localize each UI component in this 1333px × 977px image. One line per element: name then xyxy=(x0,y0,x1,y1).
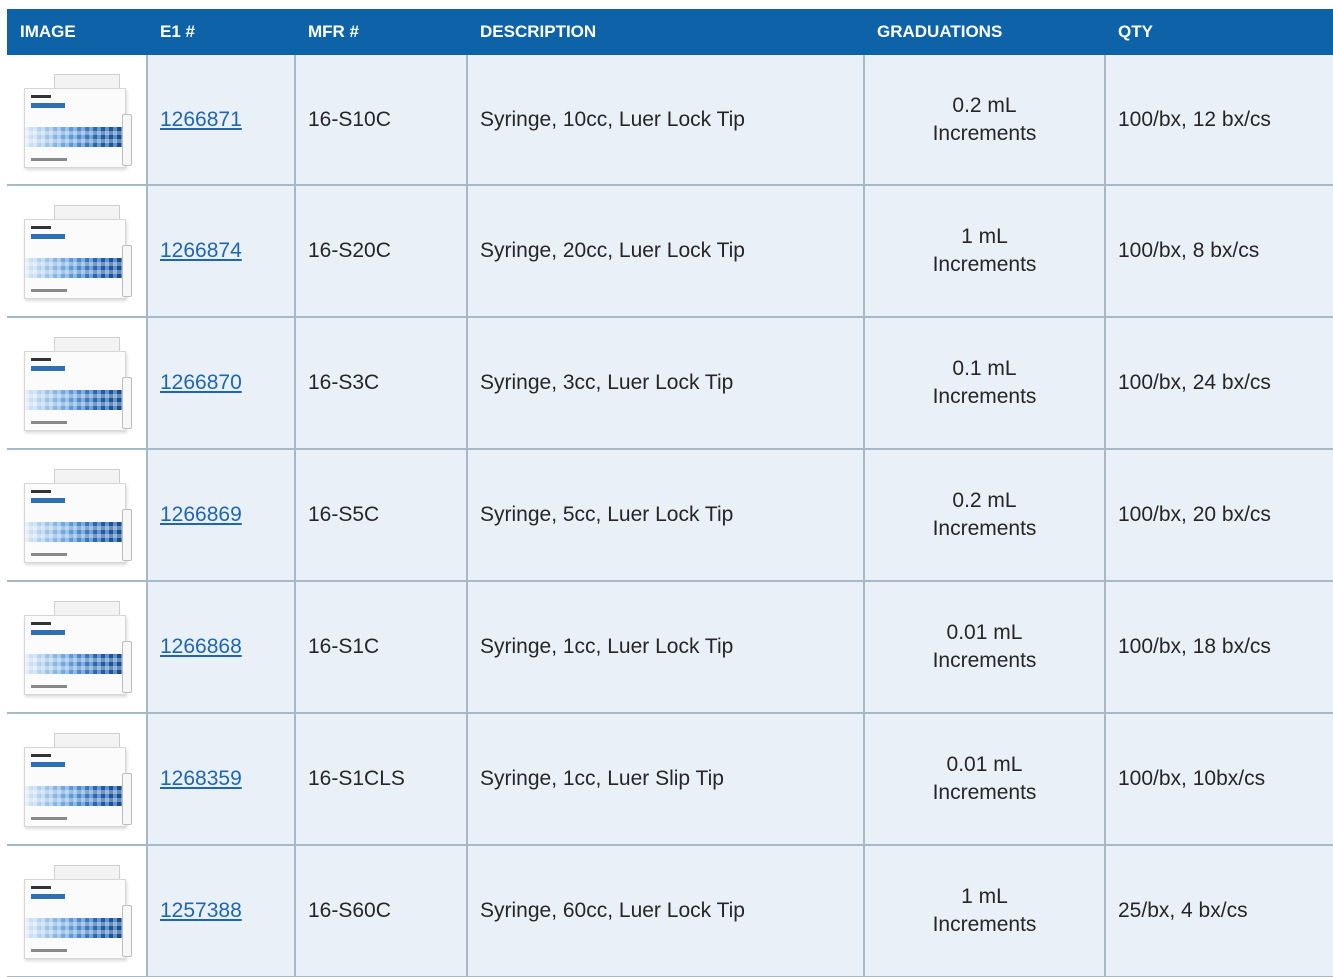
mfr-cell: 16-S5C xyxy=(296,450,468,580)
e1-cell xyxy=(148,450,296,580)
table-row xyxy=(7,186,1333,318)
graduation-value: 0.01 mL xyxy=(946,753,1023,776)
qty-cell: 100/bx, 8 bx/cs xyxy=(1118,239,1260,262)
graduation-unit-label: Increments xyxy=(932,781,1037,804)
description-cell: Syringe, 5cc, Luer Lock Tip xyxy=(468,450,865,580)
e1-cell xyxy=(148,582,296,712)
header-graduations: GRADUATIONS xyxy=(877,22,1003,41)
table-row xyxy=(7,318,1333,450)
graduations-cell xyxy=(865,582,1106,712)
graduations-cell xyxy=(865,450,1106,580)
mfr-cell: 16-S60C xyxy=(296,846,468,976)
graduations-cell xyxy=(865,55,1106,184)
table-row xyxy=(7,714,1333,846)
qty-cell: 25/bx, 4 bx/cs xyxy=(1118,899,1248,922)
table-header xyxy=(7,9,1333,55)
graduations-cell xyxy=(865,846,1106,976)
graduation-unit-label: Increments xyxy=(932,517,1037,540)
e1-cell xyxy=(148,714,296,844)
syringe-box-3cc-image xyxy=(18,333,136,433)
product-image-cell xyxy=(7,186,148,316)
mfr-cell: 16-S1C xyxy=(296,582,468,712)
e1-link[interactable]: 1266868 xyxy=(160,635,242,658)
qty-cell: 100/bx, 18 bx/cs xyxy=(1118,635,1271,658)
e1-cell xyxy=(148,186,296,316)
header-mfr: MFR # xyxy=(308,22,359,41)
table-row xyxy=(7,846,1333,977)
e1-link[interactable]: 1266869 xyxy=(160,503,242,526)
header-qty: QTY xyxy=(1118,22,1153,41)
e1-cell xyxy=(148,55,296,184)
product-image-cell xyxy=(7,450,148,580)
header-image: IMAGE xyxy=(20,22,76,41)
graduation-value: 0.2 mL xyxy=(952,489,1017,512)
e1-link[interactable]: 1266874 xyxy=(160,239,242,262)
description-cell: Syringe, 20cc, Luer Lock Tip xyxy=(468,186,865,316)
syringe-box-1cc-image xyxy=(18,597,136,697)
graduation-value: 1 mL xyxy=(961,885,1008,908)
syringe-box-60cc-image xyxy=(18,861,136,961)
description-cell: Syringe, 1cc, Luer Slip Tip xyxy=(468,714,865,844)
header-description: DESCRIPTION xyxy=(480,22,597,41)
graduation-unit-label: Increments xyxy=(932,913,1037,936)
syringe-box-20cc-image xyxy=(18,201,136,301)
qty-cell: 100/bx, 12 bx/cs xyxy=(1118,107,1271,131)
syringe-box-5cc-image xyxy=(18,465,136,565)
description-cell: Syringe, 1cc, Luer Lock Tip xyxy=(468,582,865,712)
graduation-unit-label: Increments xyxy=(932,121,1037,145)
e1-link[interactable]: 1266871 xyxy=(160,107,242,131)
e1-link[interactable]: 1257388 xyxy=(160,899,242,922)
mfr-cell: 16-S1CLS xyxy=(296,714,468,844)
graduation-value: 0.2 mL xyxy=(952,93,1017,117)
graduations-cell xyxy=(865,186,1106,316)
graduation-unit-label: Increments xyxy=(932,385,1037,408)
mfr-cell: 16-S20C xyxy=(296,186,468,316)
graduation-unit-label: Increments xyxy=(932,253,1037,276)
table-body xyxy=(7,55,1333,977)
product-table xyxy=(7,9,1333,977)
graduations-cell xyxy=(865,318,1106,448)
qty-cell: 100/bx, 10bx/cs xyxy=(1118,767,1266,790)
product-image-cell xyxy=(7,55,148,184)
product-image-cell xyxy=(7,714,148,844)
description-cell: Syringe, 60cc, Luer Lock Tip xyxy=(468,846,865,976)
header-e1: E1 # xyxy=(160,22,195,41)
graduation-value: 1 mL xyxy=(961,225,1008,248)
e1-cell xyxy=(148,318,296,448)
table-row xyxy=(7,450,1333,582)
e1-link[interactable]: 1266870 xyxy=(160,371,242,394)
graduation-unit-label: Increments xyxy=(932,649,1037,672)
graduations-cell xyxy=(865,714,1106,844)
product-image-cell xyxy=(7,846,148,976)
table-row xyxy=(7,582,1333,714)
syringe-box-10cc-image xyxy=(18,70,136,170)
description-cell: Syringe, 3cc, Luer Lock Tip xyxy=(468,318,865,448)
e1-link[interactable]: 1268359 xyxy=(160,767,242,790)
e1-cell xyxy=(148,846,296,976)
syringe-box-1cc-slip-image xyxy=(18,729,136,829)
product-image-cell xyxy=(7,318,148,448)
mfr-cell: 16-S10C xyxy=(296,55,468,184)
table-row xyxy=(7,55,1333,186)
qty-cell: 100/bx, 24 bx/cs xyxy=(1118,371,1271,394)
mfr-cell: 16-S3C xyxy=(296,318,468,448)
graduation-value: 0.01 mL xyxy=(946,621,1023,644)
graduation-value: 0.1 mL xyxy=(952,357,1017,380)
product-image-cell xyxy=(7,582,148,712)
qty-cell: 100/bx, 20 bx/cs xyxy=(1118,503,1271,526)
description-cell: Syringe, 10cc, Luer Lock Tip xyxy=(468,55,865,184)
